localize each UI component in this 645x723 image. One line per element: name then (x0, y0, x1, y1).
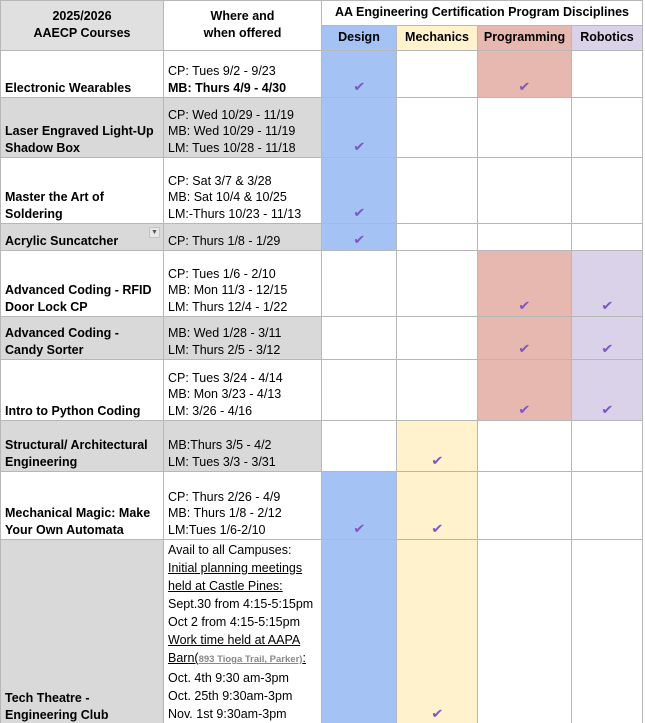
mechanics-cell (397, 98, 478, 158)
check-icon: ✔ (352, 138, 366, 154)
mechanics-cell (397, 251, 478, 317)
courses-header: 2025/2026 AAECP Courses (1, 1, 164, 51)
robotics-cell (572, 540, 643, 723)
programming-cell (478, 540, 572, 723)
course-schedule: MB:Thurs 3/5 - 4/2 LM: Tues 3/3 - 3/31 (164, 421, 322, 472)
discipline-header-programming: Programming (478, 26, 572, 51)
design-cell (322, 51, 397, 98)
mechanics-cell (397, 224, 478, 251)
check-icon: ✔ (352, 204, 366, 220)
check-icon: ✔ (352, 231, 366, 247)
robotics-cell (572, 51, 643, 98)
course-name: Intro to Python Coding (1, 360, 164, 421)
check-icon: ✔ (600, 401, 614, 417)
course-schedule: Avail to all Campuses: Initial planning meetings held at Castle Pines: Sept.30 from 4:15-5:15pm Oct 2 from 4:15-5:15pm Work time held at AAPA Barn(893 Tioga Trail, Parker): Oct. 4th 9:30 am-3pm Oct. 25th 9:30am-3pm Nov. 1st 9:30am-3pm (164, 540, 322, 723)
programming-cell (478, 98, 572, 158)
design-cell (322, 540, 397, 723)
mechanics-cell (397, 360, 478, 421)
design-cell (322, 472, 397, 540)
check-icon: ✔ (430, 520, 444, 536)
programming-cell (478, 158, 572, 224)
check-icon: ✔ (352, 78, 366, 94)
programming-cell (478, 251, 572, 317)
table-row (1, 98, 643, 158)
programming-cell (478, 51, 572, 98)
programming-cell (478, 472, 572, 540)
course-schedule: CP: Sat 3/7 & 3/28 MB: Sat 10/4 & 10/25 LM:-Thurs 10/23 - 11/13 (164, 158, 322, 224)
program-header: AA Engineering Certification Program Disciplines (322, 1, 643, 26)
course-name: Advanced Coding - Candy Sorter (1, 317, 164, 360)
course-schedule: CP: Tues 9/2 - 9/23 MB: Thurs 4/9 - 4/30 (164, 51, 322, 98)
table-row (1, 360, 643, 421)
design-cell (322, 251, 397, 317)
check-icon: ✔ (518, 340, 531, 356)
table-row (1, 317, 643, 360)
design-cell (322, 421, 397, 472)
robotics-cell (572, 98, 643, 158)
course-name: Mechanical Magic: Make Your Own Automata (1, 472, 164, 540)
robotics-cell (572, 472, 643, 540)
dropdown-arrow-icon[interactable]: ▼ (149, 227, 160, 238)
table-row (1, 51, 643, 98)
course-name: Acrylic Suncatcher ▼ (1, 224, 164, 251)
table-row (1, 540, 643, 723)
course-name: Master the Art of Soldering (1, 158, 164, 224)
programming-cell (478, 360, 572, 421)
mechanics-cell (397, 472, 478, 540)
robotics-cell (572, 360, 643, 421)
table-row (1, 472, 643, 540)
course-name: Advanced Coding - RFID Door Lock CP (1, 251, 164, 317)
programming-cell (478, 224, 572, 251)
course-schedule: CP: Thurs 2/26 - 4/9 MB: Thurs 1/8 - 2/12 LM:Tues 1/6-2/10 (164, 472, 322, 540)
discipline-header-design: Design (322, 26, 397, 51)
course-name: Tech Theatre - Engineering Club (1, 540, 164, 723)
course-name: Electronic Wearables (1, 51, 164, 98)
course-name: Laser Engraved Light-Up Shadow Box (1, 98, 164, 158)
check-icon: ✔ (518, 401, 531, 417)
mechanics-cell (397, 540, 478, 723)
check-icon: ✔ (352, 520, 366, 536)
course-schedule: CP: Tues 3/24 - 4/14 MB: Mon 3/23 - 4/13 LM: 3/26 - 4/16 (164, 360, 322, 421)
check-icon: ✔ (600, 340, 614, 356)
robotics-cell (572, 421, 643, 472)
design-cell (322, 224, 397, 251)
course-schedule: CP: Wed 10/29 - 11/19 MB: Wed 10/29 - 11/19 LM: Tues 10/28 - 11/18 (164, 98, 322, 158)
table-row (1, 224, 643, 251)
check-icon: ✔ (430, 452, 444, 468)
mechanics-cell (397, 51, 478, 98)
where-header: Where and when offered (164, 1, 322, 51)
check-icon: ✔ (518, 297, 531, 313)
design-cell (322, 158, 397, 224)
mechanics-cell (397, 421, 478, 472)
programming-cell (478, 421, 572, 472)
discipline-header-robotics: Robotics (572, 26, 643, 51)
mechanics-cell (397, 158, 478, 224)
robotics-cell (572, 251, 643, 317)
robotics-cell (572, 224, 643, 251)
robotics-cell (572, 158, 643, 224)
design-cell (322, 98, 397, 158)
design-cell (322, 317, 397, 360)
course-schedule: CP: Tues 1/6 - 2/10 MB: Mon 11/3 - 12/15 LM: Thurs 12/4 - 1/22 (164, 251, 322, 317)
course-schedule: CP: Thurs 1/8 - 1/29 (164, 224, 322, 251)
check-icon: ✔ (430, 705, 444, 721)
mechanics-cell (397, 317, 478, 360)
table-row (1, 158, 643, 224)
table-row (1, 421, 643, 472)
check-icon: ✔ (600, 297, 614, 313)
course-name: Structural/ Architectural Engineering (1, 421, 164, 472)
discipline-header-mechanics: Mechanics (397, 26, 478, 51)
check-icon: ✔ (518, 78, 531, 94)
robotics-cell (572, 317, 643, 360)
design-cell (322, 360, 397, 421)
course-schedule: MB: Wed 1/28 - 3/11 LM: Thurs 2/5 - 3/12 (164, 317, 322, 360)
programming-cell (478, 317, 572, 360)
table-row (1, 251, 643, 317)
